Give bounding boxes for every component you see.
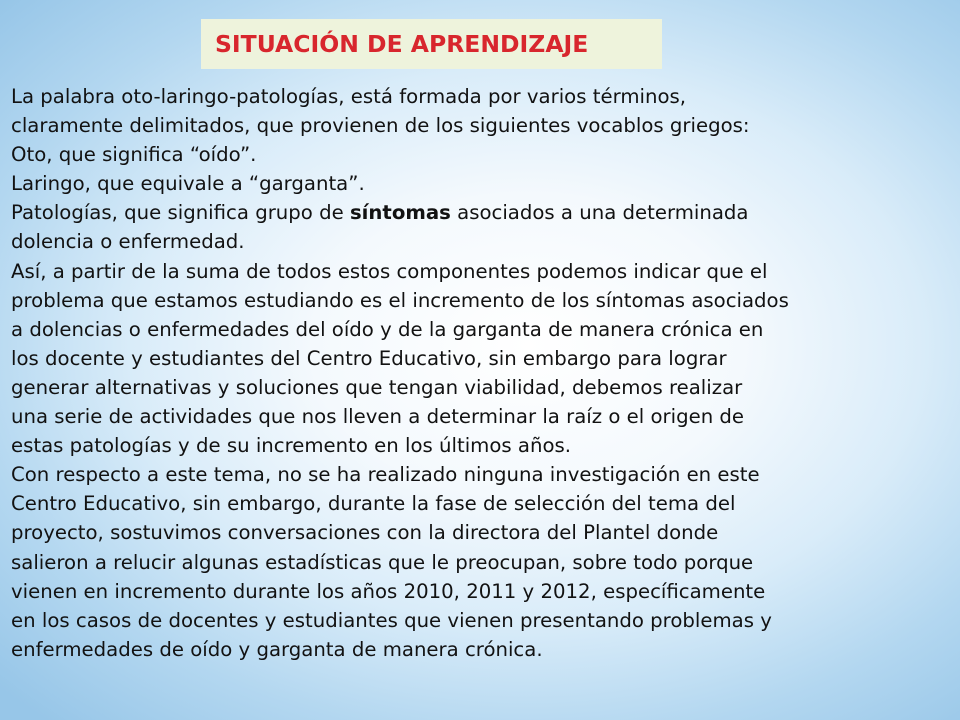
body-text [11, 82, 951, 664]
body-line-14: Con respecto a este tema, no se ha realizado ninguna investigación en este [11, 463, 760, 487]
body-line-18: vienen en incremento durante los años 2010, 2011 y 2012, específicamente [11, 579, 766, 603]
body-line-1: La palabra oto-laringo-patologías, está formada por varios términos, [11, 85, 687, 108]
body-line-17: salieron a relucir algunas estadísticas que le preocupan, sobre todo porque [11, 550, 754, 574]
keyword-sintomas: síntomas [349, 201, 451, 225]
body-line-10: los docente y estudiantes del Centro Educativo, sin embargo para lograr [11, 346, 727, 370]
body-line-8: problema que estamos estudiando es el incremento de los síntomas asociados [11, 288, 789, 312]
body-line-5-start: Patologías, que significa grupo de [11, 201, 350, 225]
body-line-3: Oto, que significa “oído”. [11, 143, 257, 167]
body-line-5 [11, 198, 951, 227]
body-line-5-end: asociados a una determinada [450, 201, 749, 225]
body-line-11: generar alternativas y soluciones que tengan viabilidad, debemos realizar [11, 375, 743, 399]
body-line-16: proyecto, sostuvimos conversaciones con la directora del Plantel donde [11, 521, 719, 545]
body-line-6: dolencia o enfermedad. [11, 230, 245, 254]
body-line-12: una serie de actividades que nos lleven a determinar la raíz o el origen de [11, 405, 745, 429]
body-line-2: claramente delimitados, que provienen de los siguientes vocablos griegos: [11, 114, 750, 138]
body-line-7: Así, a partir de la suma de todos estos componentes podemos indicar que el [11, 259, 768, 283]
body-line-9: a dolencias o enfermedades del oído y de la garganta de manera crónica en [11, 317, 764, 341]
body-line-4: Laringo, que equivale a “garganta”. [11, 172, 365, 196]
body-line-13: estas patologías y de su incremento en los últimos años. [11, 434, 572, 458]
body-line-20: enfermedades de oído y garganta de manera crónica. [11, 637, 543, 661]
body-line-19: en los casos de docentes y estudiantes que vienen presentando problemas y [11, 608, 772, 632]
body-line-15: Centro Educativo, sin embargo, durante la fase de selección del tema del [11, 492, 736, 516]
slide-title: SITUACIÓN DE APRENDIZAJE [215, 30, 589, 58]
title-box [201, 19, 662, 69]
